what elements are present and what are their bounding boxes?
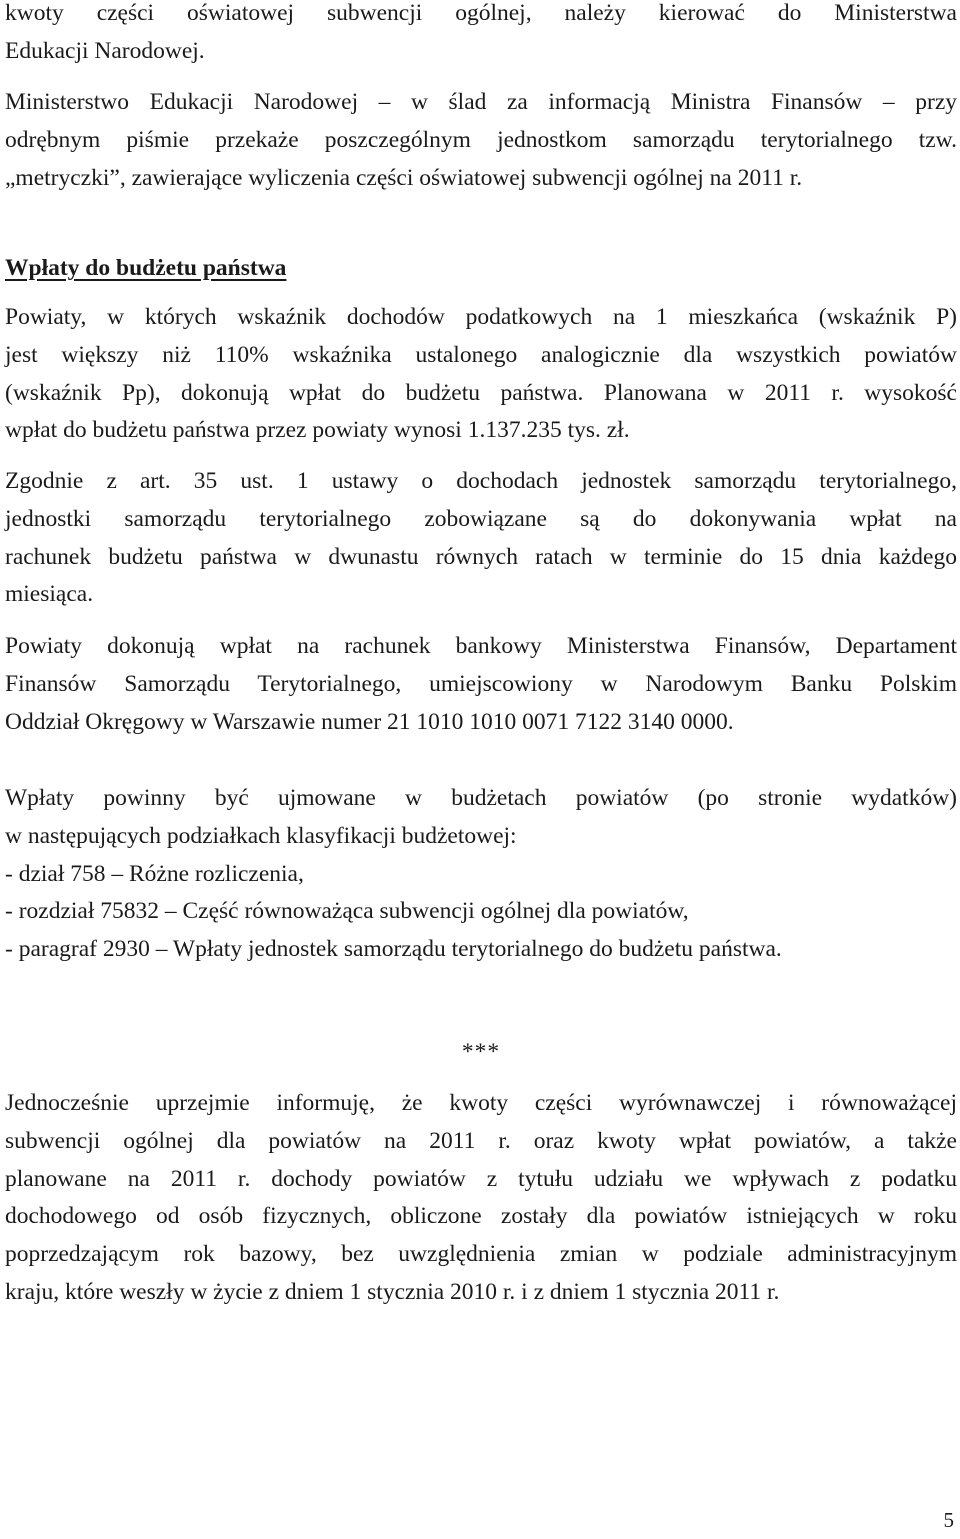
text-line: (wskaźnik Pp), dokonują wpłat do budżetu państwa. Planowana w 2011 r. wysokość (5, 379, 957, 406)
text-line: kraju, które weszły w życie z dniem 1 stycznia 2010 r. i z dniem 1 stycznia 2011 r. (5, 1278, 780, 1305)
text-line: Zgodnie z art. 35 ust. 1 ustawy o dochodach jednostek samorządu terytorialnego, (5, 468, 957, 494)
text-line: subwencji ogólnej dla powiatów na 2011 r. oraz kwoty wpłat powiatów, a także (5, 1127, 957, 1154)
text-line: jest większy niż 110% wskaźnika ustalonego analogicznie dla wszystkich powiatów (5, 341, 957, 368)
intro-paragraph (5, 0, 957, 71)
text-line: Edukacji Narodowej. (5, 37, 205, 64)
text-line: planowane na 2011 r. dochody powiatów z tytułu udziału we wpływach z podatku (5, 1165, 957, 1192)
text-line: Jednocześnie uprzejmie informuję, że kwoty części wyrównawczej i równoważącej (5, 1090, 957, 1116)
text-line: Ministerstwo Edukacji Narodowej – w ślad za informacją Ministra Finansów – przy (5, 89, 957, 115)
text-line: Powiaty, w których wskaźnik dochodów podatkowych na 1 mieszkańca (wskaźnik P) (5, 304, 957, 330)
text-line: Powiaty dokonują wpłat na rachunek bankowy Ministerstwa Finansów, Departament (5, 633, 957, 659)
text-line: rachunek budżetu państwa w dwunastu równych ratach w terminie do 15 dnia każdego (5, 543, 957, 570)
list-item: - rozdział 75832 – Część równoważąca subwencji ogólnej dla powiatów, (5, 898, 689, 925)
text-line: Oddział Okręgowy w Warszawie numer 21 1010 1010 0071 7122 3140 0000. (5, 708, 734, 735)
text-line: odrębnym piśmie przekaże poszczególnym jednostkom samorządu terytorialnego tzw. (5, 126, 957, 153)
text-line: jednostki samorządu terytorialnego zobowiązane są do dokonywania wpłat na (5, 505, 957, 532)
text-line: wpłat do budżetu państwa przez powiaty wynosi 1.137.235 tys. zł. (5, 417, 630, 444)
zgodnie-paragraph (5, 463, 957, 614)
final-paragraph (5, 1085, 957, 1312)
text-line: „metryczki”, zawierające wyliczenia części oświatowej subwencji ogólnej na 2011 r. (5, 164, 803, 191)
klasyfikacja-paragraph (5, 780, 957, 969)
section-separator: *** (461, 1039, 501, 1065)
rachunek-paragraph (5, 628, 957, 741)
powiaty-wskaznik-paragraph (5, 299, 957, 450)
text-line: kwoty części oświatowej subwencji ogólnej, należy kierować do Ministerstwa (5, 0, 957, 26)
text-line: Wpłaty powinny być ujmowane w budżetach powiatów (po stronie wydatków) (5, 785, 957, 811)
section-heading: Wpłaty do budżetu państwa (5, 255, 287, 281)
list-item: - dział 758 – Różne rozliczenia, (5, 860, 304, 887)
text-line: Finansów Samorządu Terytorialnego, umiejscowiony w Narodowym Banku Polskim (5, 670, 957, 697)
text-line: miesiąca. (5, 581, 94, 608)
text-line: w następujących podziałkach klasyfikacji budżetowej: (5, 822, 517, 849)
page-number: 5 (943, 1508, 954, 1532)
text-line: poprzedzającym rok bazowy, bez uwzględnienia zmian w podziale administracyjnym (5, 1241, 957, 1268)
text-line: dochodowego od osób fizycznych, obliczone zostały dla powiatów istniejących w roku (5, 1203, 957, 1230)
metryczki-paragraph (5, 84, 957, 197)
list-item: - paragraf 2930 – Wpłaty jednostek samorządu terytorialnego do budżetu państwa. (5, 936, 782, 963)
